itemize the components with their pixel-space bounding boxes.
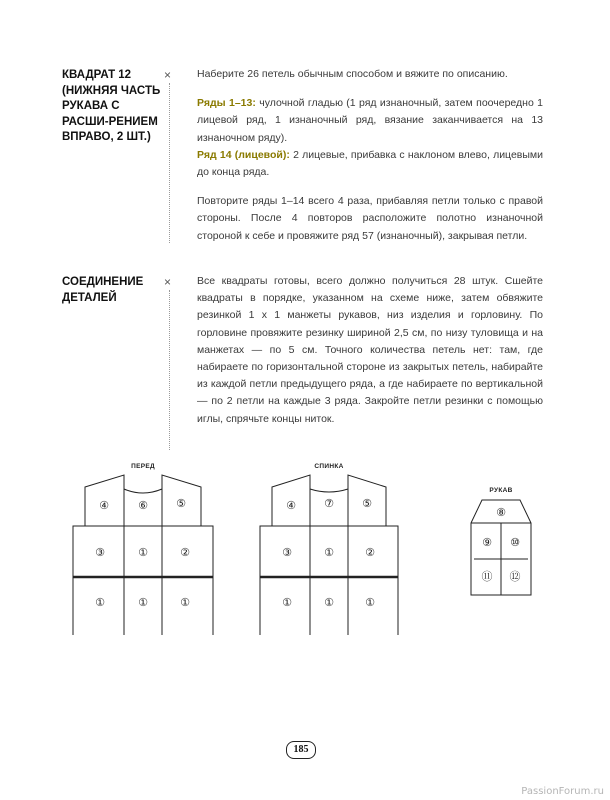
back-square-1: ①	[324, 596, 334, 609]
sleeve-square-8: ⑧	[496, 506, 506, 519]
section1-heading: КВАДРАТ 12 (НИЖНЯЯ ЧАСТЬ РУКАВА С РАСШИ-РЕНИЕМ ВПРАВО, 2 ШТ.)	[62, 69, 161, 143]
assembly-diagram	[0, 455, 610, 635]
front-square-1: ①	[138, 546, 148, 559]
assembly-paragraph: Все квадраты готовы, всего должно получиться 28 штук. Сшейте квадраты в порядке, указанном на схеме ниже, затем обвяжите резинкой 1 х 1 манжеты рукавов, низ изделия и горловину. По горловине провяжите резинку шириной 2,5 см, по низу туловища и на манжетах — по 5 см. Точного количества петель нет: там, где набираете по горизонтальной стороне из закрытых петель, набирайте из каждой петли предыдущего ряда, а где набираете по вертикальной — по 2 петли на каждые 3 ряда. Закройте петли резинки с помощью иглы, спрячьте концы ниток.	[197, 275, 543, 425]
row-14-label: Ряд 14 (лицевой):	[197, 148, 290, 161]
front-square-1: ①	[95, 596, 105, 609]
back-square-1: ①	[324, 546, 334, 559]
sleeve-square-10: ⑩	[510, 536, 520, 549]
back-square-3: ③	[282, 546, 292, 559]
section1-intro: Наберите 26 петель обычным способом и вяжите по описанию.	[197, 68, 508, 80]
section2-divider	[169, 290, 170, 450]
back-square-7: ⑦	[324, 497, 334, 510]
back-label: СПИНКА	[314, 463, 344, 470]
back-square-4: ④	[286, 499, 296, 512]
section2-cross-icon: ×	[164, 275, 172, 289]
section1-cross-icon: ×	[164, 68, 172, 82]
front-square-6: ⑥	[138, 499, 148, 512]
sleeve-square-12: ⑫	[509, 570, 521, 583]
sleeve-square-9: ⑨	[482, 536, 492, 549]
front-square-5: ⑤	[176, 497, 186, 510]
rows-1-13-paragraph	[197, 95, 543, 147]
front-square-1: ①	[180, 596, 190, 609]
section2-body	[197, 273, 543, 428]
page-number: 185	[286, 741, 316, 759]
rows-1-13-text: чулочной гладью (1 ряд изнаночный, затем поочередно 1 лицевой ряд, 1 изнаночный ряд, вязание заканчивается на 13 изнаночном ряду).	[197, 97, 543, 144]
sleeve-label: РУКАВ	[489, 487, 513, 494]
back-square-2: ②	[365, 546, 375, 559]
front-square-4: ④	[99, 499, 109, 512]
section1-body	[197, 66, 543, 245]
section1-divider	[169, 83, 170, 243]
watermark: PassionForum.ru	[521, 786, 604, 797]
front-square-2: ②	[180, 546, 190, 559]
row-14-text: 2 лицевые, прибавка с наклоном влево, лицевыми до конца ряда.	[197, 148, 544, 179]
rows-1-13-label: Ряды 1–13:	[197, 97, 256, 110]
back-square-1: ①	[282, 596, 292, 609]
back-square-5: ⑤	[362, 497, 372, 510]
sleeve-square-11: ⑪	[481, 570, 493, 583]
section2-heading: СОЕДИНЕНИЕ ДЕТАЛЕЙ	[62, 276, 144, 304]
repeat-paragraph: Повторите ряды 1–14 всего 4 раза, прибавляя петли только с правой стороны. После 4 повторов расположите полотно изнаночной стороной к себе и провяжите ряд 57 (изнаночный), закрывая петли.	[197, 195, 543, 242]
front-label: ПЕРЕД	[131, 463, 155, 470]
row-14-paragraph	[197, 147, 543, 181]
back-square-1: ①	[365, 596, 375, 609]
front-square-1: ①	[138, 596, 148, 609]
front-square-3: ③	[95, 546, 105, 559]
